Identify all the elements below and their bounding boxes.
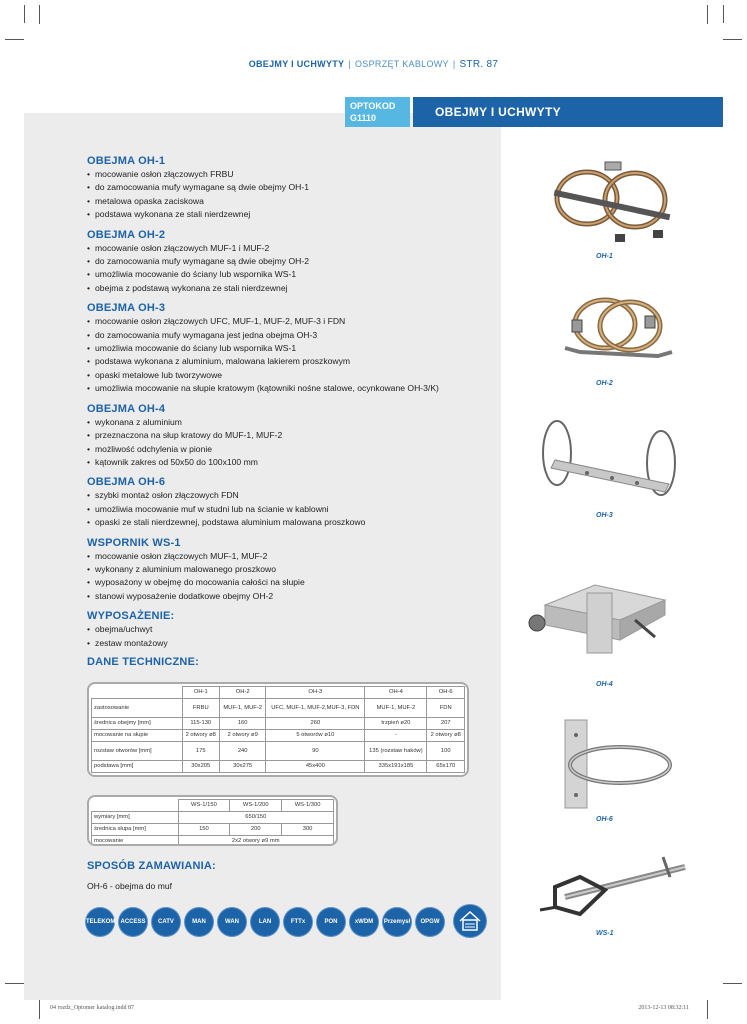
table-cell: 2 otwory ø8 [182,730,219,742]
feature-item: • obejma z podstawą wykonana ze stali nierdzewnej [87,282,497,295]
section [87,536,497,604]
section-title: WSPORNIK WS-1 [87,536,181,549]
feature-list [87,416,497,470]
feature-item: • podstawa wykonana ze stali nierdzewnej [87,208,497,221]
crop-mark [5,983,24,984]
feature-list [87,242,497,296]
table-cell: rozstaw otworów [mm] [92,742,183,761]
section [87,609,497,650]
table-header-cell: OH-4 [365,687,427,699]
order-title: SPOSÓB ZAMAWIANIA: [87,860,216,872]
crop-mark [39,5,40,24]
feature-item: • wykonana z aluminium [87,416,497,429]
feature-item: • umożliwia mocowanie muf w studni lub na ścianie w kablowni [87,503,497,516]
product-sections [87,154,497,656]
feature-item: • mocowanie osłon złączowych MUF-1 i MUF-2 [87,242,497,255]
section [87,475,497,529]
table-cell: 5 otworów ø10 [266,730,365,742]
feature-item: • umożliwia mocowanie do ściany lub wspornika WS-1 [87,342,497,355]
oh6-clamp-image [545,715,675,810]
category-przemysł-icon: Przemysł [383,908,411,936]
crop-mark [707,1000,708,1019]
caption-oh4: OH-4 [596,681,613,688]
feature-item: • metalowa opaska zaciskowa [87,195,497,208]
section-title: OBEJMA OH-6 [87,476,166,489]
footer-file: 04 rozdz_Optomer katalog.indd 87 [50,1005,134,1011]
table-cell: 135 (rozstaw haków) [365,742,427,761]
caption-oh3: OH-3 [596,512,613,519]
table-cell: 2 otwory ø8 [427,730,465,742]
caption-ws1: WS-1 [596,930,614,937]
table-cell: zastosowanie [92,699,183,718]
category-xwdm-icon: xWDM [350,908,378,936]
section [87,228,497,296]
table-cell: podstawa [mm] [92,761,183,773]
table-header-cell: OH-1 [182,687,219,699]
technical-table-ws: WS-1/150 WS-1/200 WS-1/300 wymiary [mm] 650/150 średnica słupa [mm] 150 200 300 mocowanie 2x2 otwory ø9 mm [87,795,338,846]
table-row [92,699,465,718]
crop-mark [24,5,25,23]
table-cell: FDN [427,699,465,718]
section-title: OBEJMA OH-3 [87,302,166,315]
category-man-icon: MAN [185,908,213,936]
feature-item: • kątownik zakres od 50x50 do 100x100 mm [87,456,497,469]
table-cell: - [365,730,427,742]
feature-item: • opaski ze stali nierdzewnej, podstawa aluminium malowana proszkowo [87,516,497,529]
category-catv-icon: CATV [152,908,180,936]
table-cell: MUF-1, MUF-2 [219,699,265,718]
table-cell: 2 otwory ø9 [219,730,265,742]
table-row [92,718,465,730]
home-icon [454,905,486,937]
table-cell: średnica obejmy [mm] [92,718,183,730]
feature-item: • opaski metalowe lub tworzywowe [87,369,497,382]
feature-list [87,550,497,604]
feature-item: • mocowanie osłon złączowych MUF-1, MUF-2 [87,550,497,563]
section-title: WYPOSAŻENIE: [87,610,175,623]
table-cell: mocowanie na słupie [92,730,183,742]
category-telekom-icon: TELEKOM [86,908,114,936]
page-number: STR. 87 [459,59,499,70]
category-opgw-icon: OPGW [416,908,444,936]
table-header-cell: OH-2 [219,687,265,699]
crop-mark [723,39,742,40]
crop-mark [39,1000,40,1019]
table-row [92,761,465,773]
table-cell: 30x275 [219,761,265,773]
page-title: OBEJMY I UCHWYTY [413,97,723,127]
technical-data-title: DANE TECHNICZNE: [87,656,199,668]
feature-item: • szybki montaż osłon złączowych FDN [87,489,497,502]
table-cell: 90 [266,742,365,761]
table-cell: 260 [266,718,365,730]
table-header-cell [92,687,183,699]
feature-item: • przeznaczona na słup kratowy do MUF-1, MUF-2 [87,429,497,442]
table-cell: 45x400 [266,761,365,773]
section [87,301,497,395]
table-cell: MUF-1, MUF-2 [365,699,427,718]
header-chapter: OSPRZĘT KABLOWY [355,59,449,69]
feature-item: • wyposażony w obejmę do mocowania całości na słupie [87,576,497,589]
table-cell: 65x170 [427,761,465,773]
section [87,402,497,470]
caption-oh2: OH-2 [596,380,613,387]
table-cell: 160 [219,718,265,730]
oh1-clamp-image [545,158,680,248]
feature-list [87,168,497,222]
caption-oh6: OH-6 [596,816,613,823]
table-cell: 207 [427,718,465,730]
feature-item: • mocowanie osłon złączowych FRBU [87,168,497,181]
optokod-badge: OPTOKOD G1110 [345,97,410,127]
feature-item: • stanowi wyposażenie dodatkowe obejmy OH-2 [87,590,497,603]
feature-item: • wykonany z aluminium malowanego proszkowo [87,563,497,576]
table-cell: 175 [182,742,219,761]
table-row [92,742,465,761]
table-cell: 30x205 [182,761,219,773]
feature-item: • podstawa wykonana z aluminium, malowana lakierem proszkowym [87,355,497,368]
feature-item: • możliwość odchylenia w pionie [87,443,497,456]
header-section: OBEJMY I UCHWYTY [248,59,345,69]
feature-list [87,489,497,529]
section-title: OBEJMA OH-2 [87,228,166,241]
section-title: OBEJMA OH-4 [87,402,166,415]
table-row [92,730,465,742]
crop-mark [707,5,708,24]
crop-mark [723,983,742,984]
table-header-cell: OH-3 [266,687,365,699]
technical-table-oh [87,682,469,777]
feature-list [87,315,497,395]
order-text: OH-6 - obejma do muf [87,881,173,891]
crop-mark [5,39,24,40]
table-cell: 335x191x185 [365,761,427,773]
feature-item: • do zamocowania mufy wymagane są dwie obejmy OH-2 [87,255,497,268]
table-header-cell: OH-6 [427,687,465,699]
table-cell: FRBU [182,699,219,718]
table-cell: trzpień ø20 [365,718,427,730]
table-cell: UFC, MUF-1, MUF-2,MUF-3, FDN [266,699,365,718]
category-access-icon: ACCESS [119,908,147,936]
feature-item: • obejma/uchwyt [87,623,497,636]
oh3-clamp-image [537,418,682,508]
running-header: OBEJMY I UCHWYTY | OSPRZĘT KABLOWY | STR. 87 [248,59,499,70]
category-wan-icon: WAN [218,908,246,936]
footer-date: 2013-12-13 08:32:11 [638,1005,689,1011]
table-cell: 100 [427,742,465,761]
feature-item: • do zamocowania mufy wymagane są dwie obejmy OH-1 [87,181,497,194]
oh2-clamp-image [560,290,675,370]
oh4-clamp-image [525,565,675,665]
table-cell: 115-130 [182,718,219,730]
section-title: OBEJMA OH-1 [87,155,166,167]
feature-item: • umożliwia mocowanie do ściany lub wspornika WS-1 [87,268,497,281]
caption-oh1: OH-1 [596,253,613,260]
crop-mark [723,5,724,23]
table-cell: 240 [219,742,265,761]
feature-item: • mocowanie osłon złączowych UFC, MUF-1, MUF-2, MUF-3 i FDN [87,315,497,328]
category-fttx-icon: FTTx [284,908,312,936]
section [87,154,497,222]
feature-list [87,623,497,650]
category-pon-icon: PON [317,908,345,936]
feature-item: • do zamocowania mufy wymagana jest jedna obejma OH-3 [87,329,497,342]
feature-item: • umożliwia mocowanie na słupie kratowym (kątowniki nośne stalowe, ocynkowane OH-3/K) [87,382,497,395]
category-lan-icon: LAN [251,908,279,936]
ws1-bracket-image [535,852,690,927]
feature-item: • zestaw montażowy [87,637,497,650]
